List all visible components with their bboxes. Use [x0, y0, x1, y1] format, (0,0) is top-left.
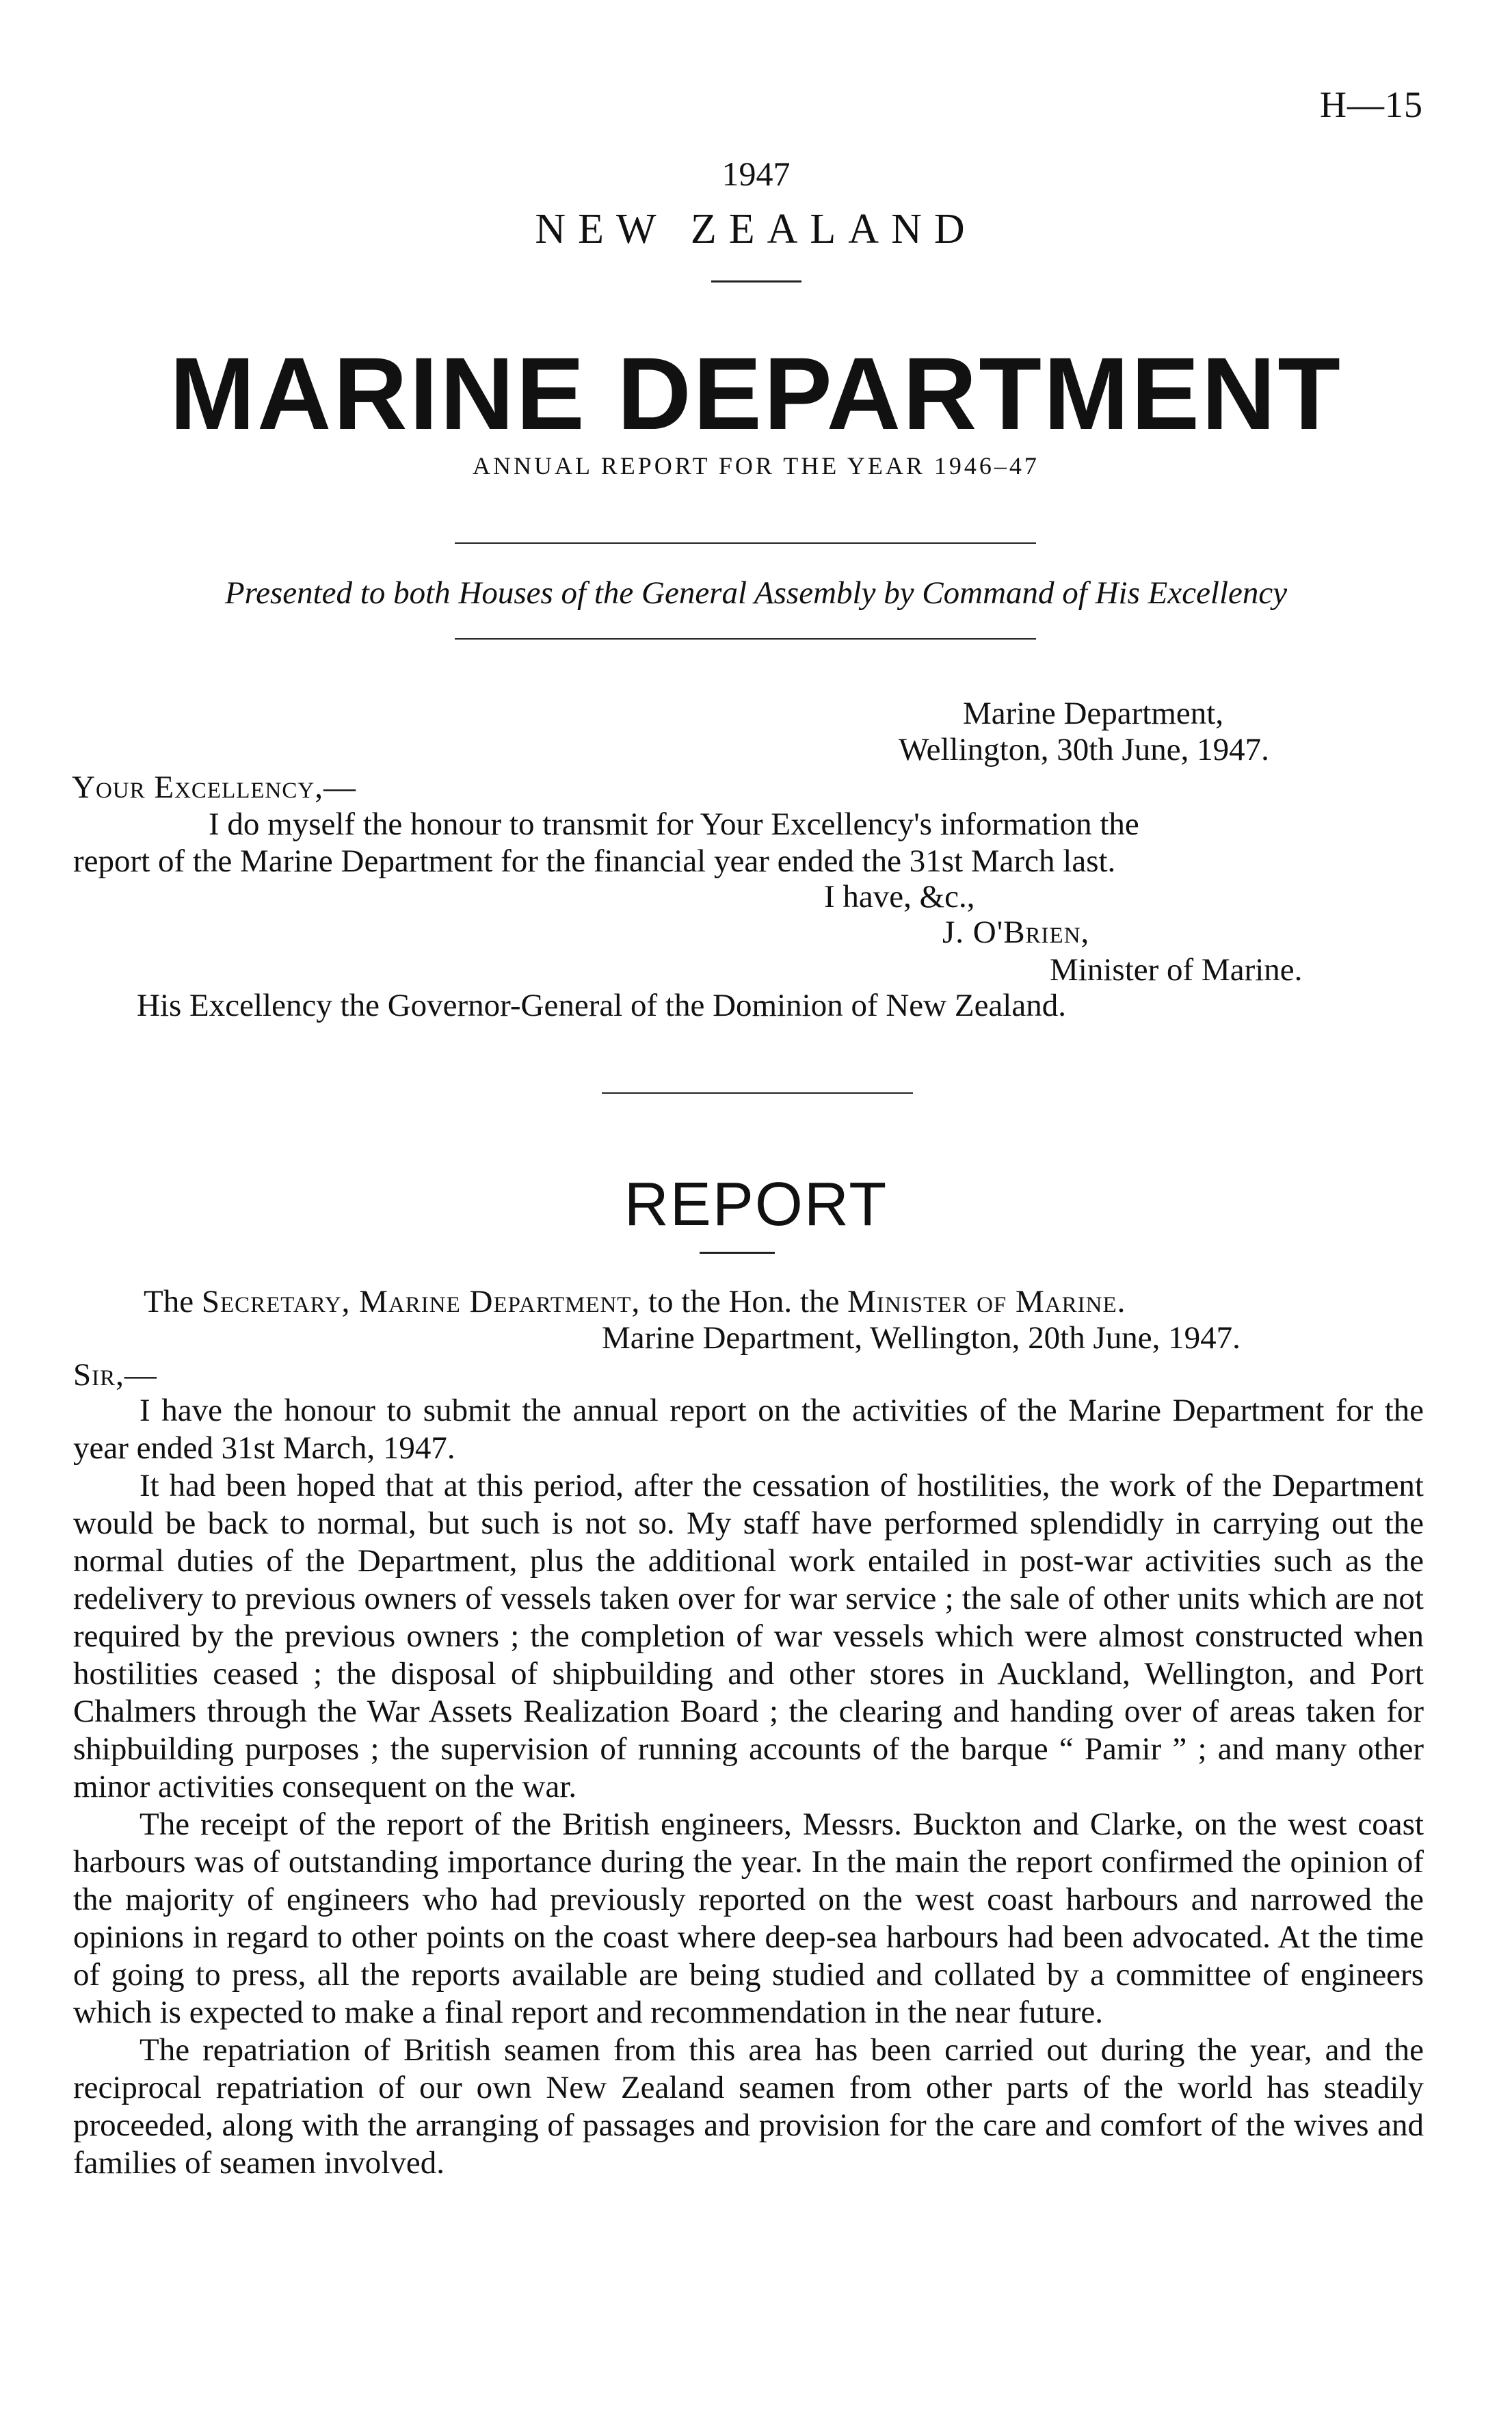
presented-line: Presented to both Houses of the General Assembly by Command of His Excellency — [224, 575, 1288, 611]
letter-signature-title: Minister of Marine. — [1050, 952, 1303, 988]
report-body — [73, 1392, 1424, 2182]
from-prefix: The — [144, 1284, 194, 1319]
divider-middle — [602, 1092, 913, 1094]
letter-body-line1: I do myself the honour to transmit for Your Excellency's information the — [209, 806, 1139, 842]
divider-upper — [455, 542, 1036, 544]
from-title: Secretary, Marine Department, — [201, 1284, 641, 1319]
letter-address-line1: Marine Department, — [963, 696, 1224, 731]
divider-short — [711, 280, 801, 282]
report-paragraph-2: It had been hoped that at this period, after the cessation of hostilities, the work of the Department would be back to normal, but such is not so. My staff have performed splendidly in carrying out the normal duties of the Department, plus the additional work entailed in post-war activities such as the redelivery to previous owners of vessels taken over for war service ; the sale of other units which are not required by the previous owners ; the completion of war vessels which were almost constructed when hostilities ceased ; the disposal of shipbuilding and other stores in Auckland, Wellington, and Port Chalmers through the War Assets Realization Board ; the clearing and handing over of areas taken for shipbuilding purposes ; the supervision of running accounts of the barque “ Pamir ” ; and many other minor activities consequent on the war. — [73, 1468, 1424, 1804]
report-paragraph-1: I have the honour to submit the annual report on the activities of the Marine Department for the year ended 31st March, 1947. — [73, 1393, 1424, 1466]
report-paragraph-4: The repatriation of British seamen from this area has been carried out during the year, and the reciprocal repatriation of our own New Zealand seamen from other parts of the world has steadily proceeded, along with the arranging of passages and provision for the care and comfort of the wives and families of seamen involved. — [73, 2032, 1424, 2181]
to-title: Minister of Marine. — [847, 1284, 1126, 1319]
report-salutation: Sir,— — [73, 1357, 157, 1393]
letter-address-line2: Wellington, 30th June, 1947. — [899, 732, 1269, 767]
letter-recipient: His Excellency the Governor-General of the Dominion of New Zealand. — [137, 988, 1066, 1023]
letter-body-line2: report of the Marine Department for the financial year ended the 31st March last. — [73, 843, 1116, 879]
report-year: 1947 — [721, 155, 791, 193]
report-place-date: Marine Department, Wellington, 20th June, 1947. — [602, 1320, 1241, 1356]
report-addressee — [144, 1283, 1126, 1321]
divider-lower — [455, 638, 1036, 640]
from-mid: to the Hon. the — [648, 1284, 840, 1319]
letter-salutation: Your Excellency,— — [72, 770, 356, 805]
letter-closing: I have, &c., — [824, 879, 975, 915]
document-subtitle: ANNUAL REPORT FOR THE YEAR 1946–47 — [473, 452, 1039, 479]
report-paragraph-3: The receipt of the report of the British engineers, Messrs. Buckton and Clarke, on the west coast harbours was of outstanding importance during the year. In the main the report confirmed the opinion of the majority of engineers who had previously reported on the west coast harbours and narrowed the opinions in regard to other points on the coast where deep-sea harbours had been advocated. At the time of going to press, all the reports available are being studied and collated by a committee of engineers which is expected to make a final report and recommendation in the near future. — [73, 1806, 1424, 2030]
divider-report — [700, 1252, 775, 1254]
country-name: NEW ZEALAND — [535, 206, 977, 252]
letter-signature: J. O'Brien, — [942, 915, 1090, 950]
page-reference: H—15 — [1320, 84, 1423, 125]
document-title: MARINE DEPARTMENT — [170, 336, 1342, 451]
report-heading: REPORT — [624, 1170, 888, 1239]
